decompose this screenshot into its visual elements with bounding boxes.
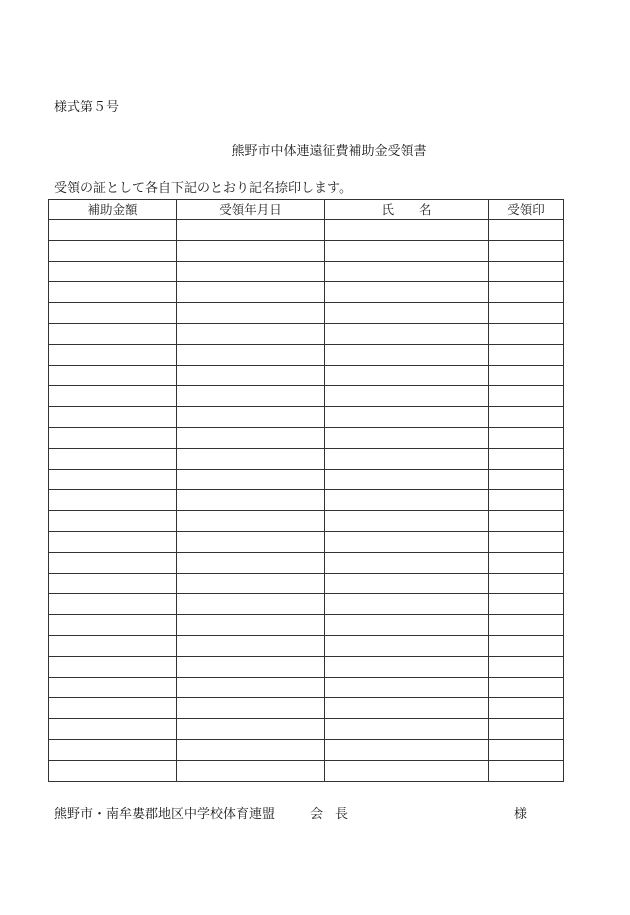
amount-cell[interactable]	[49, 261, 177, 282]
amount-cell[interactable]	[49, 531, 177, 552]
instruction-text: 受領の証として各自下記のとおり記名捺印します。	[54, 181, 352, 196]
amount-cell[interactable]	[49, 760, 177, 781]
name-cell[interactable]	[325, 719, 489, 740]
seal-cell[interactable]	[489, 615, 564, 636]
date-cell[interactable]	[177, 365, 325, 386]
name-cell[interactable]	[325, 635, 489, 656]
date-cell[interactable]	[177, 344, 325, 365]
name-cell[interactable]	[325, 552, 489, 573]
date-cell[interactable]	[177, 635, 325, 656]
seal-cell[interactable]	[489, 261, 564, 282]
amount-cell[interactable]	[49, 220, 177, 241]
date-cell[interactable]	[177, 469, 325, 490]
table-row	[49, 656, 564, 677]
amount-cell[interactable]	[49, 344, 177, 365]
table-row	[49, 386, 564, 407]
amount-cell[interactable]	[49, 698, 177, 719]
name-cell[interactable]	[325, 386, 489, 407]
header-receipt-seal: 受領印	[489, 200, 564, 220]
amount-cell[interactable]	[49, 552, 177, 573]
name-cell[interactable]	[325, 220, 489, 241]
date-cell[interactable]	[177, 656, 325, 677]
header-receipt-date: 受領年月日	[177, 200, 325, 220]
seal-cell[interactable]	[489, 220, 564, 241]
amount-cell[interactable]	[49, 448, 177, 469]
table-row	[49, 303, 564, 324]
table-row	[49, 282, 564, 303]
table-row	[49, 698, 564, 719]
name-cell[interactable]	[325, 407, 489, 428]
seal-cell[interactable]	[489, 427, 564, 448]
name-cell[interactable]	[325, 240, 489, 261]
date-cell[interactable]	[177, 511, 325, 532]
table-header-row	[49, 200, 564, 220]
seal-cell[interactable]	[489, 344, 564, 365]
seal-cell[interactable]	[489, 490, 564, 511]
amount-cell[interactable]	[49, 656, 177, 677]
seal-cell[interactable]	[489, 594, 564, 615]
seal-cell[interactable]	[489, 386, 564, 407]
table-row	[49, 407, 564, 428]
amount-cell[interactable]	[49, 323, 177, 344]
date-cell[interactable]	[177, 719, 325, 740]
header-name: 氏 名	[325, 200, 489, 220]
table-row	[49, 261, 564, 282]
table-row	[49, 573, 564, 594]
name-cell[interactable]	[325, 427, 489, 448]
date-cell[interactable]	[177, 386, 325, 407]
seal-cell[interactable]	[489, 323, 564, 344]
table-row	[49, 220, 564, 241]
seal-cell[interactable]	[489, 365, 564, 386]
amount-cell[interactable]	[49, 719, 177, 740]
amount-cell[interactable]	[49, 469, 177, 490]
date-cell[interactable]	[177, 448, 325, 469]
date-cell[interactable]	[177, 615, 325, 636]
date-cell[interactable]	[177, 427, 325, 448]
form-number: 様式第５号	[54, 100, 120, 115]
amount-cell[interactable]	[49, 303, 177, 324]
seal-cell[interactable]	[489, 282, 564, 303]
table-row	[49, 365, 564, 386]
date-cell[interactable]	[177, 240, 325, 261]
name-cell[interactable]	[325, 698, 489, 719]
table-row	[49, 635, 564, 656]
seal-cell[interactable]	[489, 531, 564, 552]
receipt-table	[48, 199, 564, 782]
name-cell[interactable]	[325, 760, 489, 781]
date-cell[interactable]	[177, 552, 325, 573]
seal-cell[interactable]	[489, 511, 564, 532]
amount-cell[interactable]	[49, 427, 177, 448]
table-row	[49, 594, 564, 615]
date-cell[interactable]	[177, 407, 325, 428]
header-subsidy-amount: 補助金額	[49, 200, 177, 220]
amount-cell[interactable]	[49, 739, 177, 760]
table-row	[49, 677, 564, 698]
name-cell[interactable]	[325, 573, 489, 594]
name-cell[interactable]	[325, 615, 489, 636]
name-cell[interactable]	[325, 282, 489, 303]
amount-cell[interactable]	[49, 573, 177, 594]
name-cell[interactable]	[325, 490, 489, 511]
table-row	[49, 240, 564, 261]
date-cell[interactable]	[177, 594, 325, 615]
seal-cell[interactable]	[489, 407, 564, 428]
table-row	[49, 448, 564, 469]
table-row	[49, 427, 564, 448]
date-cell[interactable]	[177, 760, 325, 781]
seal-cell[interactable]	[489, 698, 564, 719]
table-row	[49, 344, 564, 365]
date-cell[interactable]	[177, 261, 325, 282]
name-cell[interactable]	[325, 261, 489, 282]
table-body	[49, 220, 564, 782]
footer-signature-line	[54, 807, 574, 825]
name-cell[interactable]	[325, 511, 489, 532]
amount-cell[interactable]	[49, 386, 177, 407]
name-cell[interactable]	[325, 677, 489, 698]
table-row	[49, 552, 564, 573]
name-cell[interactable]	[325, 448, 489, 469]
amount-cell[interactable]	[49, 677, 177, 698]
name-cell[interactable]	[325, 344, 489, 365]
date-cell[interactable]	[177, 698, 325, 719]
seal-cell[interactable]	[489, 240, 564, 261]
seal-cell[interactable]	[489, 677, 564, 698]
date-cell[interactable]	[177, 323, 325, 344]
date-cell[interactable]	[177, 303, 325, 324]
date-cell[interactable]	[177, 220, 325, 241]
seal-cell[interactable]	[489, 469, 564, 490]
seal-cell[interactable]	[489, 739, 564, 760]
amount-cell[interactable]	[49, 407, 177, 428]
name-cell[interactable]	[325, 739, 489, 760]
date-cell[interactable]	[177, 282, 325, 303]
seal-cell[interactable]	[489, 760, 564, 781]
footer-honorific: 様	[514, 807, 528, 822]
table-row	[49, 469, 564, 490]
name-cell[interactable]	[325, 303, 489, 324]
amount-cell[interactable]	[49, 240, 177, 261]
name-cell[interactable]	[325, 531, 489, 552]
footer-organization: 熊野市・南牟婁郡地区中学校体育連盟	[54, 807, 276, 822]
name-cell[interactable]	[325, 365, 489, 386]
amount-cell[interactable]	[49, 282, 177, 303]
table-row	[49, 615, 564, 636]
table-row	[49, 323, 564, 344]
name-cell[interactable]	[325, 469, 489, 490]
table-row	[49, 760, 564, 781]
name-cell[interactable]	[325, 323, 489, 344]
table-row	[49, 511, 564, 532]
amount-cell[interactable]	[49, 490, 177, 511]
document-title: 熊野市中体連遠征費補助金受領書	[231, 144, 427, 159]
footer-position: 会長	[310, 807, 361, 822]
seal-cell[interactable]	[489, 656, 564, 677]
table-row	[49, 490, 564, 511]
seal-cell[interactable]	[489, 573, 564, 594]
name-cell[interactable]	[325, 594, 489, 615]
amount-cell[interactable]	[49, 635, 177, 656]
table-row	[49, 531, 564, 552]
amount-cell[interactable]	[49, 365, 177, 386]
amount-cell[interactable]	[49, 615, 177, 636]
amount-cell[interactable]	[49, 511, 177, 532]
date-cell[interactable]	[177, 573, 325, 594]
date-cell[interactable]	[177, 490, 325, 511]
name-cell[interactable]	[325, 656, 489, 677]
seal-cell[interactable]	[489, 719, 564, 740]
seal-cell[interactable]	[489, 303, 564, 324]
seal-cell[interactable]	[489, 552, 564, 573]
table-row	[49, 719, 564, 740]
table-row	[49, 739, 564, 760]
seal-cell[interactable]	[489, 448, 564, 469]
date-cell[interactable]	[177, 531, 325, 552]
date-cell[interactable]	[177, 677, 325, 698]
seal-cell[interactable]	[489, 635, 564, 656]
amount-cell[interactable]	[49, 594, 177, 615]
date-cell[interactable]	[177, 739, 325, 760]
